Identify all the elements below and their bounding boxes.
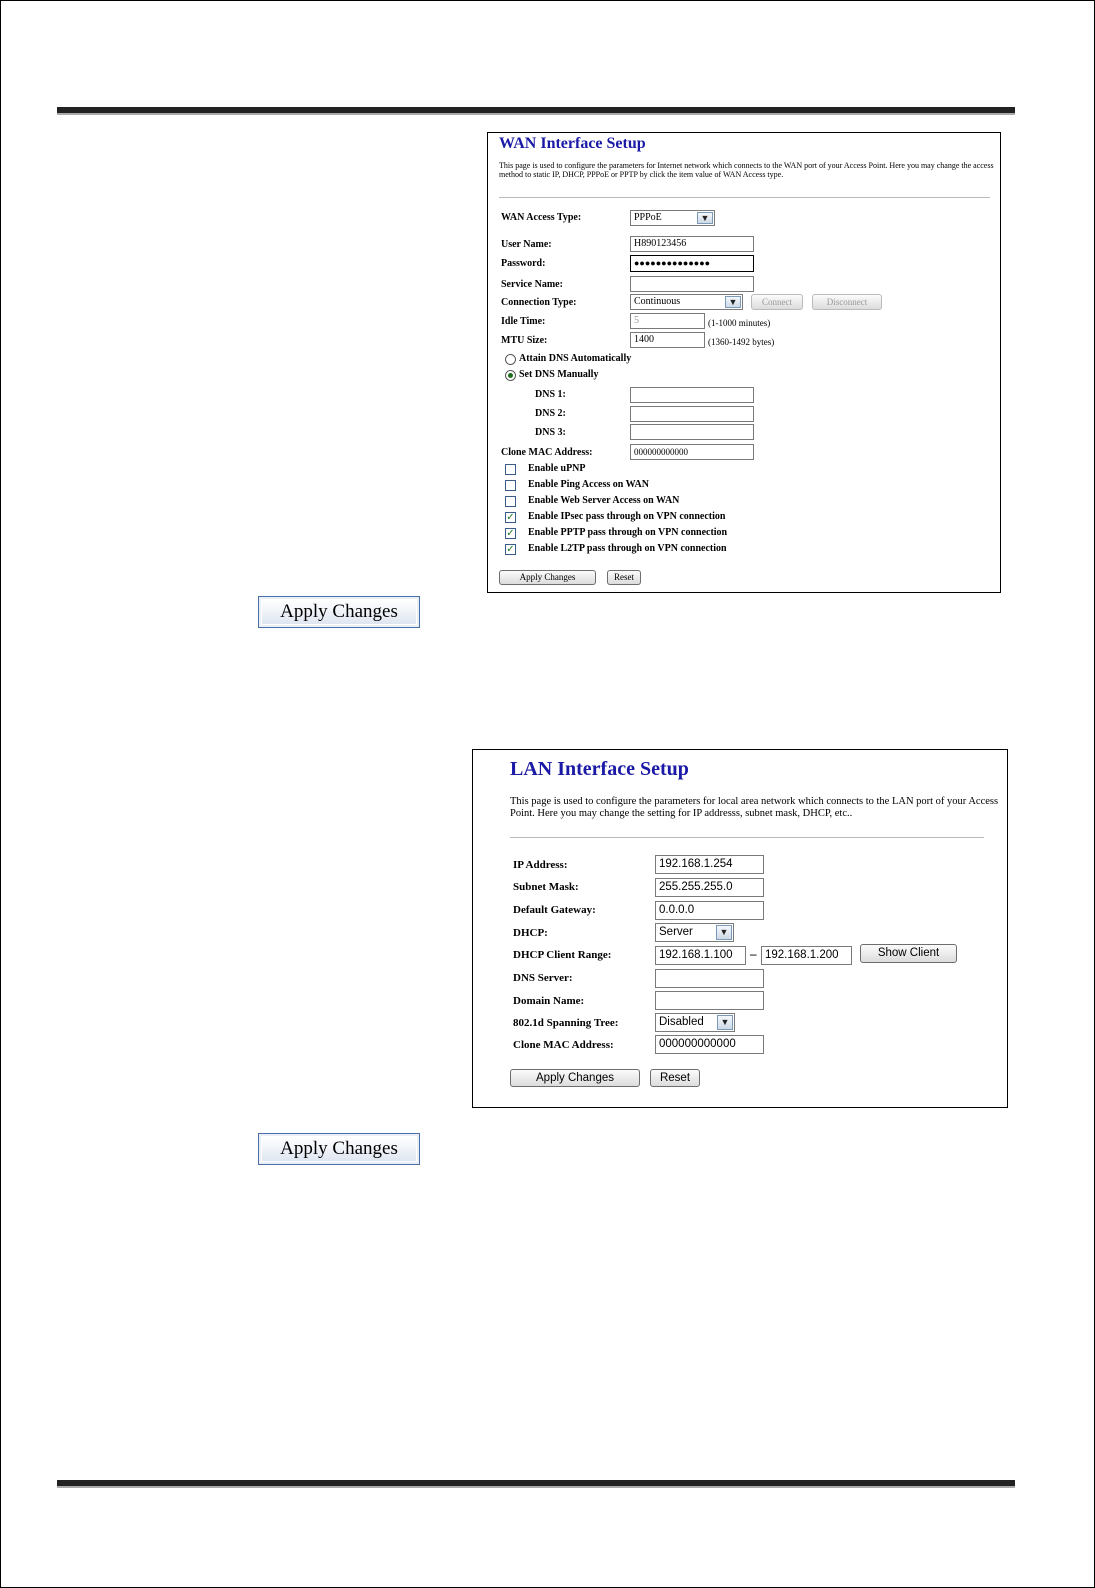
wan-service-name-input[interactable] bbox=[630, 276, 754, 292]
wan-disconnect-button[interactable]: Disconnect bbox=[812, 294, 882, 310]
wan-description: This page is used to configure the parameters for Internet network which connects to the WAN port of your Access Point. Here you may change the access method to static IP, DHCP, PPPoE or PPTP by click the item value of WAN Access type. bbox=[499, 161, 994, 179]
wan-access-type-label: WAN Access Type: bbox=[501, 212, 582, 223]
wan-clone-mac-input[interactable]: 000000000000 bbox=[630, 444, 754, 460]
web-server-access-checkbox[interactable] bbox=[505, 496, 516, 507]
apply-changes-label-1: Apply Changes bbox=[261, 599, 417, 625]
wan-dns3-input[interactable] bbox=[630, 424, 754, 440]
lan-ip-input[interactable]: 192.168.1.254 bbox=[655, 855, 764, 874]
wan-reset-button[interactable]: Reset bbox=[607, 570, 641, 585]
lan-domain-input[interactable] bbox=[655, 991, 764, 1010]
wan-password-label: Password: bbox=[501, 258, 546, 269]
pptp-checkbox[interactable]: ✓ bbox=[506, 528, 515, 539]
pptp-label: Enable PPTP pass through on VPN connection bbox=[528, 527, 728, 538]
wan-mtu-note: (1360-1492 bytes) bbox=[708, 337, 775, 347]
lan-description: This page is used to configure the parameters for local area network which connects to the LAN port of your Access Point. Here you may change the setting for IP addresss, subnet mask, DHCP, etc.. bbox=[510, 796, 999, 819]
lan-stp-select[interactable] bbox=[655, 1013, 735, 1032]
ipsec-label: Enable IPsec pass through on VPN connection bbox=[528, 511, 726, 522]
lan-subnet-mask-input[interactable]: 255.255.255.0 bbox=[655, 878, 764, 897]
lan-stp-value: Disabled bbox=[659, 1016, 704, 1028]
wan-apply-changes-button[interactable]: Apply Changes bbox=[499, 570, 596, 585]
wan-dns3-label: DNS 3: bbox=[535, 427, 566, 438]
wan-access-type-value: PPPoE bbox=[634, 212, 662, 223]
lan-clone-mac-input[interactable]: 000000000000 bbox=[655, 1035, 764, 1054]
wan-dns1-label: DNS 1: bbox=[535, 389, 566, 400]
wan-idle-time-input[interactable]: 5 bbox=[630, 313, 705, 329]
apply-changes-button-illustration-1[interactable] bbox=[258, 596, 420, 628]
ping-access-checkbox[interactable] bbox=[505, 480, 516, 491]
chevron-down-icon: ▼ bbox=[716, 925, 732, 940]
web-server-access-label: Enable Web Server Access on WAN bbox=[528, 495, 680, 506]
lan-gateway-label: Default Gateway: bbox=[513, 904, 596, 916]
wan-service-name-label: Service Name: bbox=[501, 279, 563, 290]
wan-title: WAN Interface Setup bbox=[499, 135, 646, 152]
lan-stp-label: 802.1d Spanning Tree: bbox=[513, 1017, 619, 1029]
lan-reset-button[interactable]: Reset bbox=[650, 1069, 700, 1087]
lan-show-client-button[interactable]: Show Client bbox=[860, 944, 957, 963]
wan-connection-type-select[interactable] bbox=[630, 294, 743, 310]
wan-interface-panel bbox=[487, 132, 1001, 593]
wan-dns2-label: DNS 2: bbox=[535, 408, 566, 419]
lan-apply-changes-button[interactable]: Apply Changes bbox=[510, 1069, 640, 1087]
l2tp-checkbox[interactable]: ✓ bbox=[506, 544, 515, 555]
dns-manual-label: Set DNS Manually bbox=[519, 369, 599, 380]
wan-mtu-input[interactable]: 1400 bbox=[630, 332, 705, 348]
wan-dns2-input[interactable] bbox=[630, 406, 754, 422]
wan-connection-type-value: Continuous bbox=[634, 296, 681, 307]
lan-gateway-input[interactable]: 0.0.0.0 bbox=[655, 901, 764, 920]
wan-user-name-label: User Name: bbox=[501, 239, 552, 250]
apply-changes-label-2: Apply Changes bbox=[261, 1136, 417, 1162]
dns-manual-radio[interactable] bbox=[505, 370, 516, 381]
wan-user-name-input[interactable]: H890123456 bbox=[630, 236, 754, 252]
upnp-checkbox[interactable] bbox=[505, 464, 516, 475]
upnp-label: Enable uPNP bbox=[528, 463, 586, 474]
wan-idle-time-label: Idle Time: bbox=[501, 316, 546, 327]
wan-divider bbox=[499, 197, 990, 198]
lan-range-end-input[interactable]: 192.168.1.200 bbox=[761, 946, 852, 965]
lan-clone-mac-label: Clone MAC Address: bbox=[513, 1039, 614, 1051]
wan-mtu-label: MTU Size: bbox=[501, 335, 548, 346]
bottom-rule bbox=[57, 1480, 1015, 1488]
lan-dns-input[interactable] bbox=[655, 969, 764, 988]
wan-password-input[interactable]: ●●●●●●●●●●●●●● bbox=[630, 255, 754, 272]
wan-clone-mac-label: Clone MAC Address: bbox=[501, 447, 593, 458]
wan-connection-type-label: Connection Type: bbox=[501, 297, 577, 308]
wan-connect-button[interactable]: Connect bbox=[751, 294, 803, 310]
lan-dns-label: DNS Server: bbox=[513, 972, 573, 984]
wan-idle-time-note: (1-1000 minutes) bbox=[708, 318, 771, 328]
top-rule bbox=[57, 107, 1015, 115]
apply-changes-button-illustration-2[interactable] bbox=[258, 1133, 420, 1165]
ipsec-checkbox[interactable]: ✓ bbox=[506, 512, 515, 523]
lan-dhcp-value: Server bbox=[659, 926, 693, 938]
lan-range-start-input[interactable]: 192.168.1.100 bbox=[655, 946, 746, 965]
ping-access-label: Enable Ping Access on WAN bbox=[528, 479, 649, 490]
lan-range-dash: – bbox=[750, 946, 757, 961]
lan-divider bbox=[510, 837, 984, 838]
lan-dhcp-label: DHCP: bbox=[513, 927, 548, 939]
chevron-down-icon: ▼ bbox=[717, 1015, 733, 1030]
lan-range-label: DHCP Client Range: bbox=[513, 949, 612, 961]
lan-interface-panel bbox=[472, 749, 1008, 1108]
chevron-down-icon: ▼ bbox=[697, 212, 713, 224]
wan-access-type-select[interactable] bbox=[630, 210, 715, 226]
lan-subnet-mask-label: Subnet Mask: bbox=[513, 881, 579, 893]
lan-domain-label: Domain Name: bbox=[513, 995, 585, 1007]
dns-auto-label: Attain DNS Automatically bbox=[519, 353, 632, 364]
lan-dhcp-select[interactable] bbox=[655, 923, 734, 942]
l2tp-label: Enable L2TP pass through on VPN connection bbox=[528, 543, 727, 554]
dns-auto-radio[interactable] bbox=[505, 354, 516, 365]
wan-dns1-input[interactable] bbox=[630, 387, 754, 403]
lan-ip-label: IP Address: bbox=[513, 859, 568, 871]
chevron-down-icon: ▼ bbox=[725, 296, 741, 308]
lan-title: LAN Interface Setup bbox=[510, 758, 689, 780]
